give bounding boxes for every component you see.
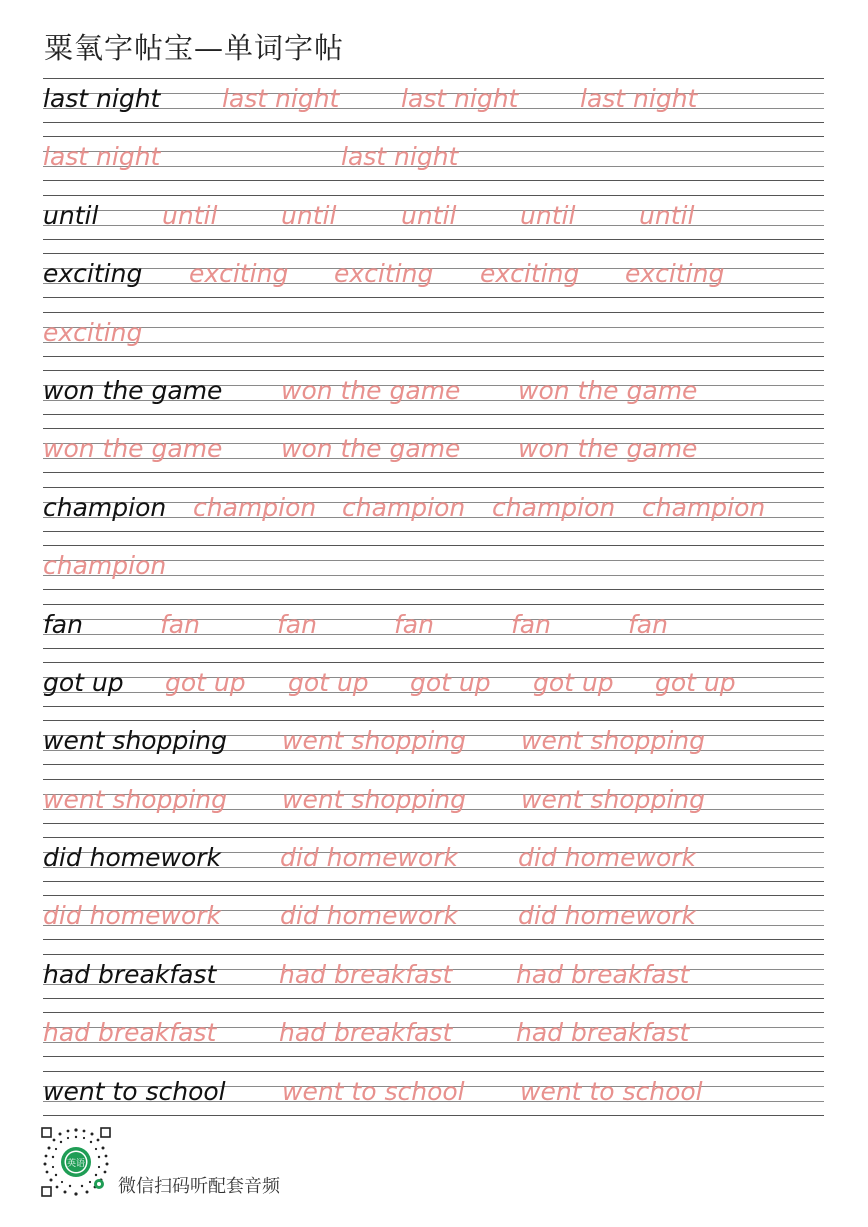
trace-word: last night bbox=[341, 142, 459, 172]
trace-word: champion bbox=[492, 492, 616, 522]
trace-word: champion bbox=[193, 492, 317, 522]
guide-line bbox=[43, 312, 824, 313]
guide-line bbox=[43, 297, 824, 298]
trace-word: until bbox=[520, 200, 576, 230]
trace-word: did homework bbox=[280, 843, 459, 873]
practice-row bbox=[43, 370, 824, 428]
model-word: until bbox=[43, 200, 99, 230]
model-word: got up bbox=[43, 667, 124, 697]
guide-line bbox=[43, 356, 824, 357]
model-word: last night bbox=[43, 84, 161, 113]
trace-word: until bbox=[281, 200, 337, 230]
trace-word: exciting bbox=[334, 259, 434, 289]
practice-sheet bbox=[43, 78, 824, 1129]
practice-row bbox=[43, 428, 824, 486]
guide-line bbox=[43, 122, 824, 123]
model-word: exciting bbox=[43, 259, 143, 289]
guide-line bbox=[43, 78, 824, 79]
guide-line bbox=[43, 239, 824, 240]
guide-line bbox=[43, 1115, 824, 1116]
qr-code-icon[interactable] bbox=[40, 1126, 112, 1198]
trace-word: fan bbox=[277, 609, 317, 639]
trace-word: went shopping bbox=[521, 784, 705, 814]
guide-line bbox=[43, 779, 824, 780]
trace-word: went shopping bbox=[282, 726, 466, 756]
guide-line bbox=[43, 370, 824, 371]
trace-word: went shopping bbox=[521, 726, 705, 756]
model-word: went shopping bbox=[43, 726, 227, 756]
model-word: had breakfast bbox=[43, 959, 217, 989]
trace-word: exciting bbox=[480, 259, 580, 289]
practice-row bbox=[43, 195, 824, 253]
guide-line bbox=[43, 327, 824, 328]
practice-row bbox=[43, 954, 824, 1012]
trace-word: got up bbox=[533, 667, 614, 697]
guide-line bbox=[43, 720, 824, 721]
guide-line bbox=[43, 589, 824, 590]
trace-word: champion bbox=[642, 492, 766, 522]
trace-word: last night bbox=[222, 84, 340, 113]
guide-line bbox=[43, 604, 824, 605]
trace-word: went shopping bbox=[43, 784, 227, 814]
model-word: fan bbox=[43, 609, 83, 639]
guide-line bbox=[43, 195, 824, 196]
model-word: champion bbox=[43, 492, 167, 522]
guide-line bbox=[43, 837, 824, 838]
trace-word: went to school bbox=[520, 1076, 703, 1106]
practice-row bbox=[43, 136, 824, 194]
guide-line bbox=[43, 648, 824, 649]
guide-line bbox=[43, 1056, 824, 1057]
guide-line bbox=[43, 531, 824, 532]
trace-word: last night bbox=[401, 84, 519, 113]
guide-line bbox=[43, 545, 824, 546]
trace-word: had breakfast bbox=[43, 1018, 217, 1048]
practice-row bbox=[43, 312, 824, 370]
trace-word: exciting bbox=[625, 259, 725, 289]
trace-word: went to school bbox=[282, 1076, 465, 1106]
guide-line bbox=[43, 998, 824, 999]
trace-word: fan bbox=[511, 609, 551, 639]
practice-row bbox=[43, 1012, 824, 1070]
practice-row bbox=[43, 604, 824, 662]
trace-word: won the game bbox=[281, 434, 461, 464]
guide-line bbox=[43, 428, 824, 429]
trace-word: until bbox=[639, 200, 695, 230]
practice-row bbox=[43, 253, 824, 311]
trace-word: had breakfast bbox=[516, 1018, 690, 1048]
page-title: 粟氧字帖宝—单词字帖 bbox=[44, 31, 345, 65]
guide-line bbox=[43, 472, 824, 473]
guide-line bbox=[43, 1012, 824, 1013]
guide-line bbox=[43, 954, 824, 955]
practice-row bbox=[43, 487, 824, 545]
trace-word: fan bbox=[628, 609, 668, 639]
trace-word: got up bbox=[165, 667, 246, 697]
trace-word: did homework bbox=[518, 901, 697, 931]
trace-word: until bbox=[401, 200, 457, 230]
guide-line bbox=[43, 342, 824, 343]
model-word: did homework bbox=[43, 843, 222, 873]
guide-line bbox=[43, 764, 824, 765]
guide-line bbox=[43, 253, 824, 254]
practice-row bbox=[43, 545, 824, 603]
trace-word: exciting bbox=[189, 259, 289, 289]
trace-word: exciting bbox=[43, 317, 143, 347]
guide-line bbox=[43, 414, 824, 415]
trace-word: had breakfast bbox=[279, 959, 453, 989]
guide-line bbox=[43, 1071, 824, 1072]
guide-line bbox=[43, 939, 824, 940]
practice-row bbox=[43, 662, 824, 720]
practice-row bbox=[43, 837, 824, 895]
trace-word: got up bbox=[410, 667, 491, 697]
guide-line bbox=[43, 180, 824, 181]
trace-word: did homework bbox=[43, 901, 222, 931]
trace-word: last night bbox=[580, 84, 698, 113]
practice-row bbox=[43, 720, 824, 778]
qr-badge-label: 英语 bbox=[66, 1159, 86, 1169]
guide-line bbox=[43, 662, 824, 663]
trace-word: champion bbox=[342, 492, 466, 522]
trace-word: got up bbox=[655, 667, 736, 697]
model-word: won the game bbox=[43, 375, 223, 405]
trace-word: did homework bbox=[518, 843, 697, 873]
trace-word: fan bbox=[394, 609, 434, 639]
guide-line bbox=[43, 706, 824, 707]
footer-text: 微信扫码听配套音频 bbox=[118, 1176, 280, 1197]
trace-word: won the game bbox=[518, 375, 698, 405]
trace-word: went shopping bbox=[282, 784, 466, 814]
model-word: went to school bbox=[43, 1076, 226, 1106]
trace-word: fan bbox=[160, 609, 200, 639]
trace-word: until bbox=[162, 200, 218, 230]
guide-line bbox=[43, 881, 824, 882]
trace-word: won the game bbox=[43, 434, 223, 464]
trace-word: champion bbox=[43, 551, 167, 581]
trace-word: won the game bbox=[281, 375, 461, 405]
practice-row bbox=[43, 1071, 824, 1129]
guide-line bbox=[43, 487, 824, 488]
guide-line bbox=[43, 136, 824, 137]
trace-word: last night bbox=[43, 142, 161, 172]
guide-line bbox=[43, 823, 824, 824]
practice-row bbox=[43, 78, 824, 136]
practice-row bbox=[43, 779, 824, 837]
trace-word: had breakfast bbox=[279, 1018, 453, 1048]
trace-word: did homework bbox=[280, 901, 459, 931]
trace-word: got up bbox=[288, 667, 369, 697]
trace-word: won the game bbox=[518, 434, 698, 464]
guide-line bbox=[43, 895, 824, 896]
practice-row bbox=[43, 895, 824, 953]
trace-word: had breakfast bbox=[516, 959, 690, 989]
